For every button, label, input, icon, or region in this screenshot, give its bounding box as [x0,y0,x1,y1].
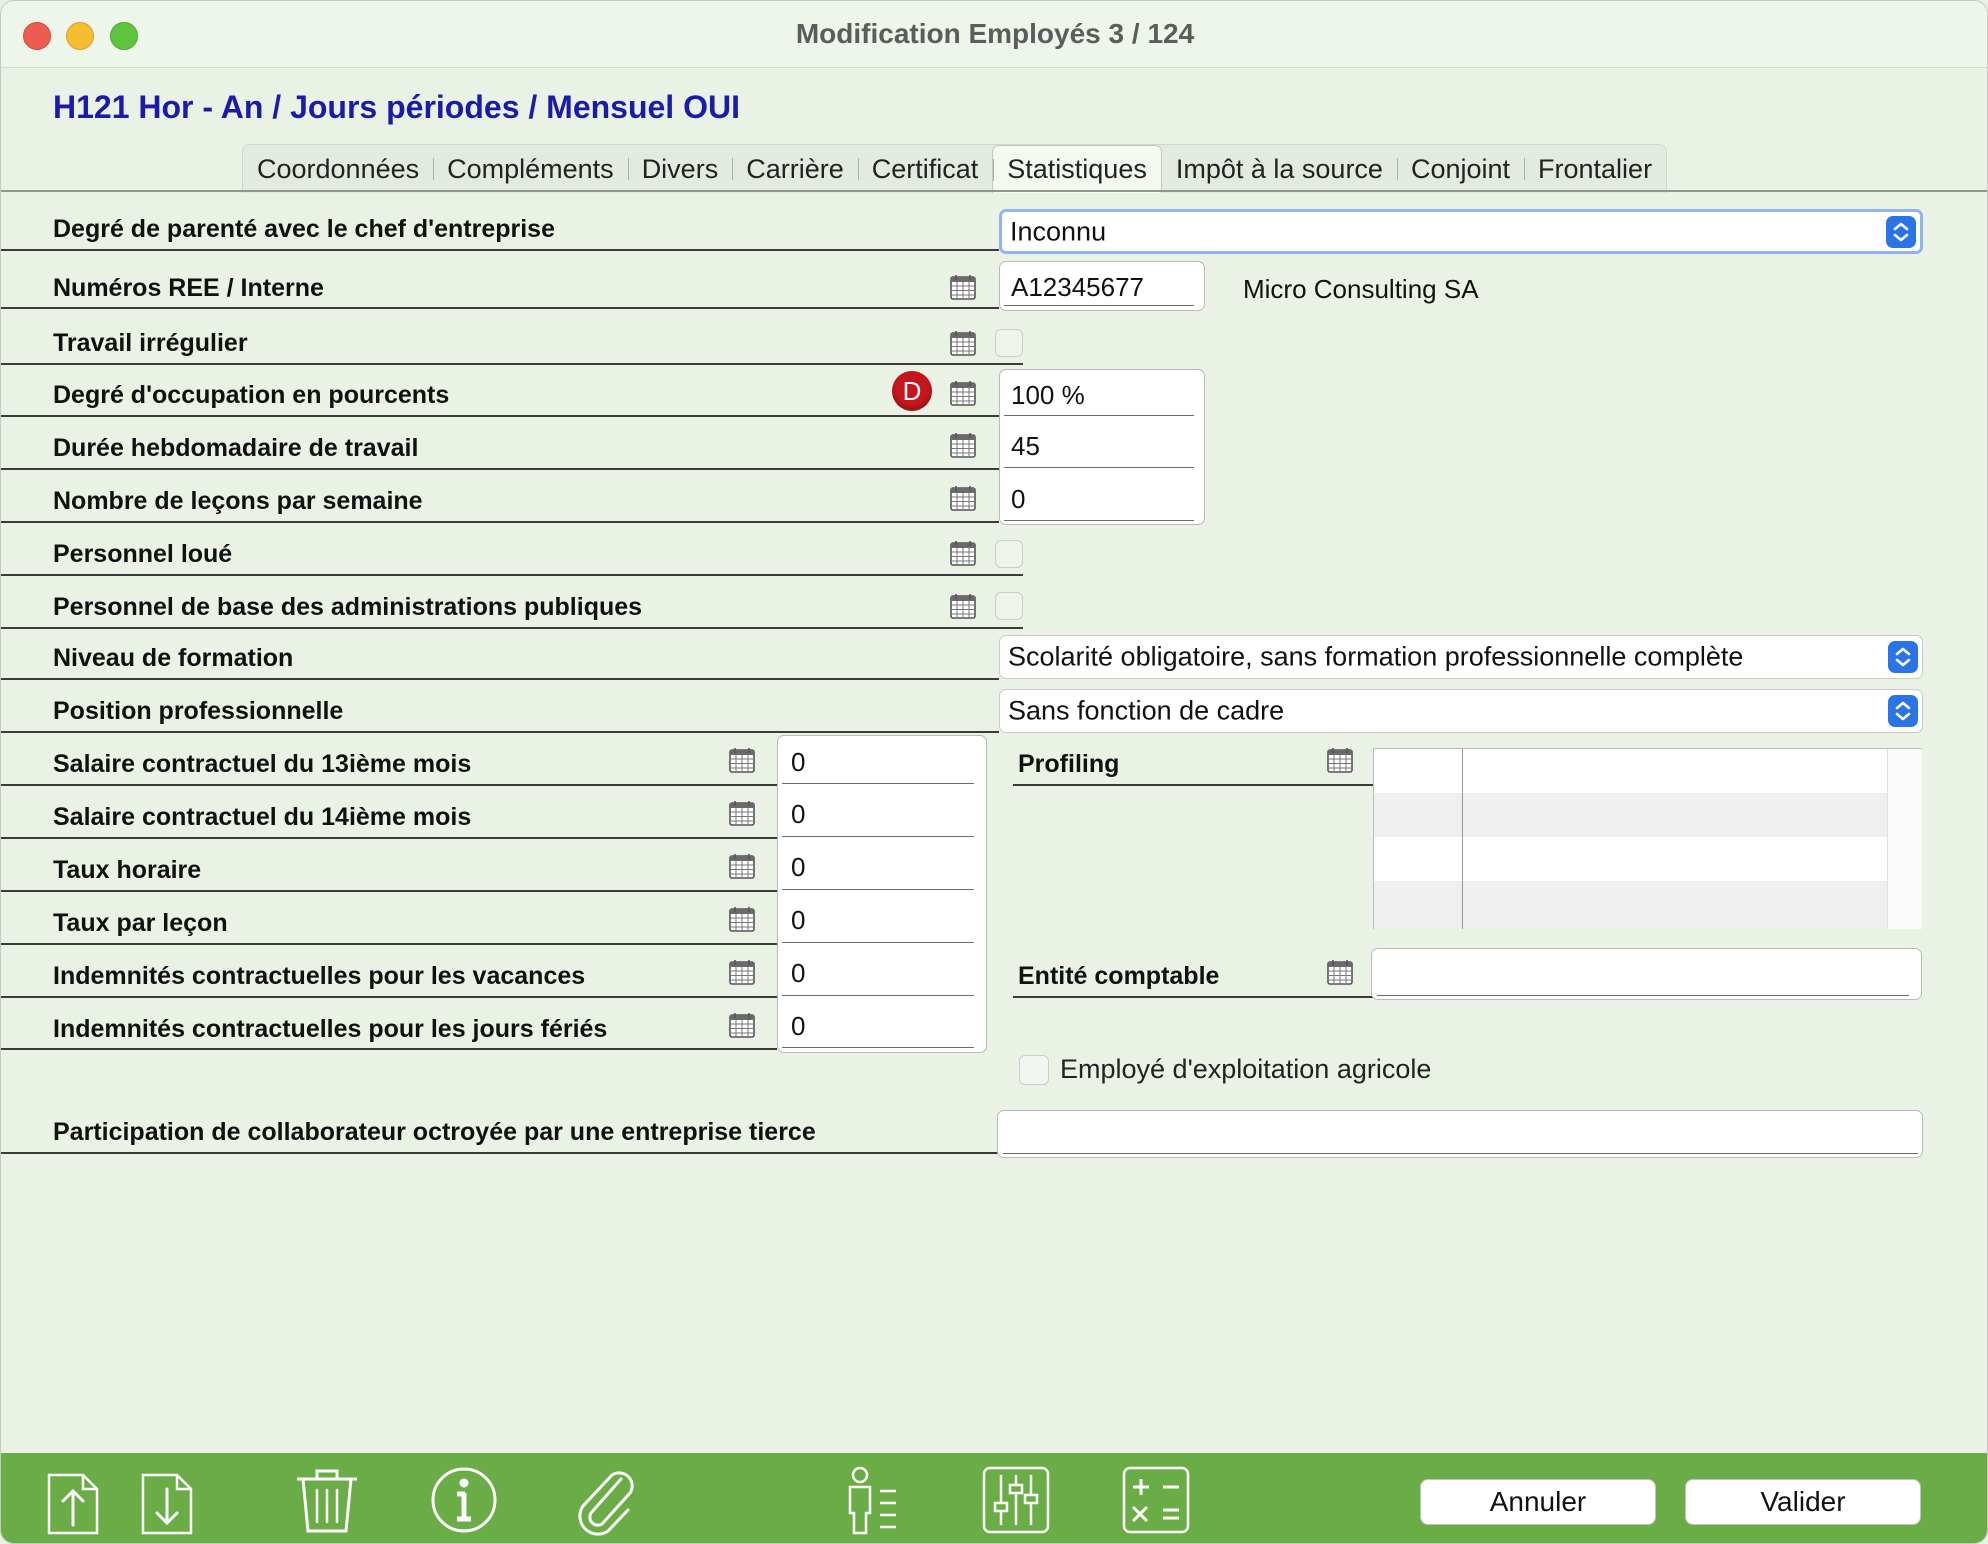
field-underline [1004,520,1194,521]
niveau-formation-label: Niveau de formation [53,644,294,672]
entite-comptable-input[interactable] [1371,948,1922,1000]
salaire-13-label: Salaire contractuel du 13ième mois [53,750,472,778]
person-list-icon[interactable] [844,1465,904,1537]
degre-parente-select[interactable] [999,209,1923,254]
calendar-icon[interactable] [728,799,756,827]
salaire-14-value[interactable]: 0 [791,799,806,829]
field-underline [782,995,974,996]
table-row[interactable] [1374,881,1888,929]
row-divider [1,307,999,309]
row-divider [1,468,999,470]
calendar-icon[interactable] [728,958,756,986]
calendar-icon[interactable] [1326,958,1354,986]
info-icon[interactable] [429,1465,499,1535]
indem-feries-value[interactable]: 0 [791,1011,806,1041]
profiling-table[interactable] [1373,748,1922,929]
taux-horaire-value[interactable]: 0 [791,852,806,882]
tab-frontalier[interactable]: Frontalier [1524,145,1666,193]
trash-icon[interactable] [293,1465,361,1535]
field-underline [782,889,974,890]
table-scrollbar[interactable] [1887,749,1922,929]
taux-horaire-label: Taux horaire [53,856,202,884]
travail-irregulier-label: Travail irrégulier [53,329,248,357]
row-divider [1,890,777,892]
calendar-icon[interactable] [949,273,977,301]
nombre-lecons-value[interactable]: 0 [1011,484,1026,514]
tab-coordonnees[interactable]: Coordonnées [257,153,420,184]
nombre-lecons-label: Nombre de leçons par semaine [53,487,423,515]
cancel-button[interactable]: Annuler [1420,1479,1656,1525]
row-divider [1,731,999,733]
field-underline [782,942,974,943]
calendar-icon[interactable] [728,746,756,774]
page-heading: H121 Hor - An / Jours périodes / Mensuel OUI [53,89,740,125]
row-divider [1,837,777,839]
title-bar [1,1,1988,68]
degre-occupation-label: Degré d'occupation en pourcents [53,381,450,409]
tab-bar [242,144,1667,193]
salaire-13-value[interactable]: 0 [791,747,806,777]
field-underline [1004,305,1194,306]
sliders-icon[interactable] [981,1465,1051,1535]
tab-divers[interactable]: Divers [628,145,733,193]
numeros-ree-label: Numéros REE / Interne [53,274,324,302]
calendar-icon[interactable] [949,329,977,357]
row-divider [1,521,999,523]
tab-divider [1,190,1988,192]
calendar-icon[interactable] [949,431,977,459]
row-divider [1013,996,1373,998]
field-underline [1004,467,1194,468]
position-pro-label: Position professionnelle [53,697,344,725]
participation-input[interactable] [997,1110,1923,1158]
field-underline [1004,415,1194,416]
field-underline [782,836,974,837]
tab-certificat[interactable]: Certificat [858,145,993,193]
niveau-formation-value: Scolarité obligatoire, sans formation professionnelle complète [1008,641,1744,672]
export-up-icon[interactable] [45,1467,101,1537]
calendar-icon[interactable] [728,852,756,880]
chevron-up-down-icon [1886,216,1916,248]
participation-label: Participation de collaborateur octroyée par une entreprise tierce [53,1118,816,1146]
d-badge-icon[interactable]: D [892,371,932,411]
duree-hebdo-label: Durée hebdomadaire de travail [53,434,419,462]
validate-button[interactable]: Valider [1685,1479,1921,1525]
row-divider [1,249,999,251]
row-divider [1,627,1023,629]
row-divider [1,678,999,680]
calendar-icon[interactable] [949,592,977,620]
row-divider [1,996,777,998]
row-divider [1,1048,777,1050]
taux-lecon-label: Taux par leçon [53,909,228,937]
calendar-icon[interactable] [728,1011,756,1039]
bottom-toolbar [1,1453,1988,1544]
salaire-14-label: Salaire contractuel du 14ième mois [53,803,472,831]
indem-vacances-value[interactable]: 0 [791,958,806,988]
row-divider [1,784,777,786]
tab-conjoint[interactable]: Conjoint [1397,145,1524,193]
table-row[interactable] [1374,793,1888,837]
row-divider [1,415,999,417]
row-divider [1013,784,1373,786]
field-underline [1003,1153,1918,1154]
degre-parente-value: Inconnu [1010,216,1107,246]
row-divider [1,574,1023,576]
field-underline [782,1047,974,1048]
chevron-up-down-icon [1888,695,1918,727]
company-name: Micro Consulting SA [1243,274,1479,304]
degre-occupation-value[interactable]: 100 % [1011,380,1085,410]
position-pro-value: Sans fonction de cadre [1008,695,1285,726]
column-divider [1462,749,1463,929]
tab-complements[interactable]: Compléments [433,145,628,193]
personnel-base-label: Personnel de base des administrations publiques [53,593,643,621]
field-underline [782,783,974,784]
taux-lecon-value[interactable]: 0 [791,905,806,935]
table-row[interactable] [1374,749,1888,793]
employe-agricole-label[interactable]: Employé d'exploitation agricole [1060,1054,1432,1084]
position-pro-select[interactable] [999,689,1923,733]
degre-parente-label: Degré de parenté avec le chef d'entreprise [53,215,555,243]
profiling-label: Profiling [1018,750,1120,778]
employe-agricole-checkbox[interactable] [1019,1055,1049,1085]
calendar-icon[interactable] [949,484,977,512]
tab-impot-source[interactable]: Impôt à la source [1175,153,1383,184]
indem-feries-label: Indemnités contractuelles pour les jours fériés [53,1015,608,1043]
calendar-icon[interactable] [1326,746,1354,774]
duree-hebdo-value[interactable]: 45 [1011,431,1040,461]
chevron-up-down-icon [1888,641,1918,673]
personnel-loue-label: Personnel loué [53,540,233,568]
tab-statistiques[interactable]: Statistiques [992,145,1162,193]
calendar-icon[interactable] [949,539,977,567]
paperclip-icon[interactable] [569,1465,641,1537]
row-divider [1,1152,999,1154]
calendar-icon[interactable] [728,905,756,933]
travail-irregulier-checkbox[interactable] [995,329,1023,357]
entite-comptable-label: Entité comptable [1018,962,1220,990]
table-row[interactable] [1374,837,1888,881]
row-divider [1,943,777,945]
indem-vacances-label: Indemnités contractuelles pour les vacances [53,962,586,990]
personnel-base-checkbox[interactable] [995,592,1023,620]
tab-carriere[interactable]: Carrière [732,145,858,193]
niveau-formation-select[interactable] [999,635,1923,679]
field-underline [1377,995,1909,996]
window-title: Modification Employés 3 / 124 [795,18,1195,49]
row-divider [1,363,1023,365]
calculator-icon[interactable] [1121,1465,1191,1535]
personnel-loue-checkbox[interactable] [995,540,1023,568]
import-down-icon[interactable] [139,1467,195,1537]
calendar-icon[interactable] [949,379,977,407]
numeros-ree-value: A12345677 [1011,272,1145,302]
